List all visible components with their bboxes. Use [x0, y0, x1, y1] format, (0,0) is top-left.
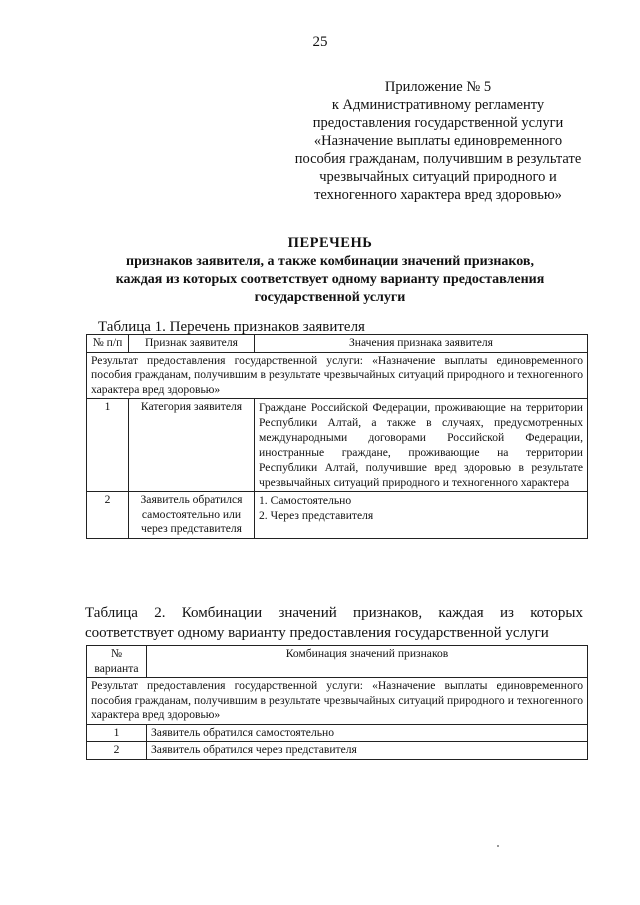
- table-row: [87, 492, 588, 539]
- table-row: [87, 742, 588, 760]
- appendix-line: пособия гражданам, получившим в результате: [294, 151, 582, 167]
- value-item: 1. Самостоятельно: [259, 494, 352, 507]
- result-cell: Результат предоставления государственной услуги: «Назначение выплаты единовременного пособия гражданам, получившим в результате чрезвычайных ситуаций природного и техногенного характера вред здоровью»: [87, 678, 588, 725]
- appendix-line: «Назначение выплаты единовременного: [313, 133, 563, 149]
- appendix-line: предоставления государственной услуги: [312, 115, 564, 131]
- heading-line: признаков заявителя, а также комбинации значений признаков,: [126, 254, 534, 269]
- col-header-attribute: Признак заявителя: [129, 335, 255, 353]
- value-item: Граждане Российской Федерации, проживающие на территории Республики Алтай, а также в случаях, предусмотренных международными договорами Российской Федерации, иностранные граждане, проживающие на территории Республики Алтай, получившие вред здоровью в результате чрезвычайных ситуаций природного и техногенного характера: [259, 401, 583, 489]
- table-result-row: [87, 352, 588, 399]
- appendix-line: к Административному регламенту: [331, 97, 545, 113]
- attribute-combinations-table: [86, 645, 588, 760]
- result-cell: Результат предоставления государственной услуги: «Назначение выплаты единовременного пособия гражданам, получившим в результате чрезвычайных ситуаций природного и техногенного характера вред здоровью»: [87, 352, 588, 399]
- table-header-row: [87, 646, 588, 678]
- applicant-attributes-table: [86, 334, 588, 539]
- col-header-values: Значения признака заявителя: [255, 335, 588, 353]
- values-cell: [255, 399, 588, 492]
- combination-cell: Заявитель обратился самостоятельно: [147, 724, 588, 742]
- table2-caption: [85, 603, 583, 643]
- appendix-line: Приложение № 5: [384, 79, 492, 95]
- row-number: 2: [87, 492, 129, 539]
- col-header-variant: № варианта: [87, 646, 147, 678]
- col-header-number: № п/п: [87, 335, 129, 353]
- variant-number: 1: [87, 724, 147, 742]
- combination-cell: Заявитель обратился через представителя: [147, 742, 588, 760]
- appendix-line: техногенного характера вред здоровью»: [314, 187, 562, 203]
- caption-line: соответствует одному варианту предоставления государственной услуги: [85, 625, 549, 641]
- table-result-row: [87, 678, 588, 725]
- appendix-block: [268, 78, 608, 204]
- heading-title: ПЕРЕЧЕНЬ: [287, 235, 373, 251]
- attribute-cell: Заявитель обратился самостоятельно или через представителя: [129, 492, 255, 539]
- col-header-combination: Комбинация значений признаков: [147, 646, 588, 678]
- appendix-line: чрезвычайных ситуаций природного и: [319, 169, 557, 185]
- table-header-row: [87, 335, 588, 353]
- heading-line: каждая из которых соответствует одному варианту предоставления: [115, 272, 545, 287]
- document-heading: [70, 234, 590, 307]
- values-cell: [255, 492, 588, 539]
- row-number: 1: [87, 399, 129, 492]
- scan-speck: [497, 845, 499, 847]
- table-row: [87, 724, 588, 742]
- table1-caption: Таблица 1. Перечень признаков заявителя: [98, 319, 365, 335]
- table-row: [87, 399, 588, 492]
- value-item: 2. Через представителя: [259, 509, 374, 522]
- attribute-cell: Категория заявителя: [129, 399, 255, 492]
- caption-line: Таблица 2. Комбинации значений признаков, каждая из которых: [85, 605, 583, 621]
- variant-number: 2: [87, 742, 147, 760]
- page-number: 25: [312, 34, 328, 50]
- heading-line: государственной услуги: [254, 290, 406, 305]
